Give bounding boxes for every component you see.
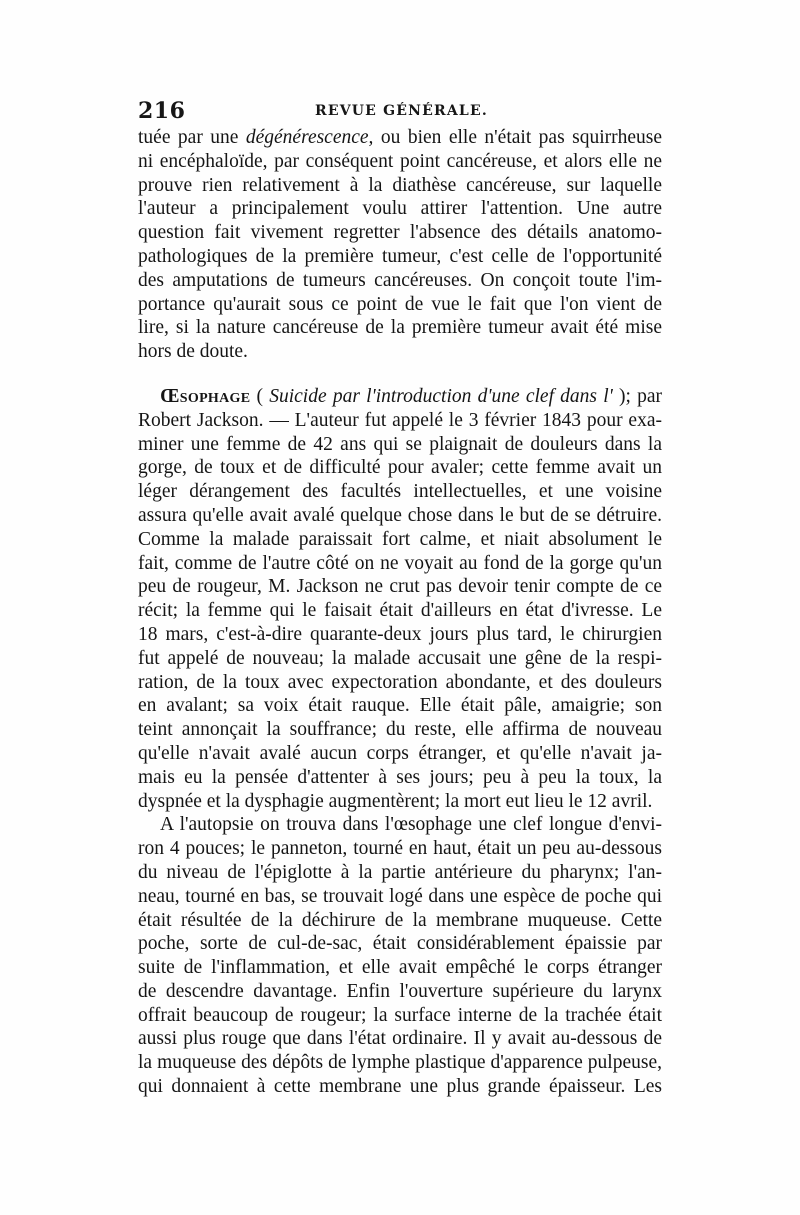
line-text-after: ou bien elle n'était pas squirrheuse — [373, 127, 662, 148]
text-line: la muqueuse des dépôts de lymphe plastique d'apparence pulpeuse, — [138, 1052, 662, 1074]
body-text — [138, 126, 662, 1099]
text-line: teint annonçait la souffrance; du reste, elle affirma de nouveau — [138, 719, 662, 741]
running-title: REVUE GÉNÉRALE. — [315, 103, 488, 119]
text-line: ration, de la toux avec expectoration abondante, et des douleurs — [138, 671, 662, 693]
text-line: dyspnée et la dysphagie augmentèrent; la mort eut lieu le 12 avril. — [138, 790, 653, 812]
text-line — [138, 126, 662, 150]
text-line: peu de rougeur, M. Jackson ne crut pas devoir tenir compte de ce — [138, 576, 662, 598]
text-line: suite de l'inflammation, et elle avait empêché le corps étranger — [138, 957, 662, 979]
text-line: fut appelé de nouveau; la malade accusait une gêne de la respi- — [138, 647, 662, 669]
text-line: hors de doute. — [138, 341, 248, 363]
text-line: poche, sorte de cul-de-sac, était considérablement épaissie par — [138, 933, 662, 955]
text-line: fait, comme de l'autre côté on ne voyait au fond de la gorge qu'un — [138, 552, 662, 574]
running-head — [138, 98, 660, 124]
text-line: qu'elle n'avait avalé aucun corps étranger, et qu'elle n'avait ja- — [138, 742, 662, 764]
text-line: ron 4 pouces; le panneton, tourné en haut, était un peu au-dessous — [138, 838, 662, 860]
italic-term: dégénérescence, — [245, 127, 374, 148]
paragraph-gap — [138, 364, 662, 385]
text-line: prouve rien relativement à la diathèse cancéreuse, sur laquelle — [138, 174, 662, 196]
text-line: l'auteur a principalement voulu attirer l'attention. Une autre — [138, 198, 662, 220]
text-line: question fait vivement regretter l'absence des détails anatomo- — [138, 222, 662, 244]
text-line: miner une femme de 42 ans qui se plaignait de douleurs dans la — [138, 433, 662, 455]
text-line: assura qu'elle avait avalé quelque chose dans le but de se détruire. — [138, 504, 662, 526]
text-line: portance qu'aurait sous ce point de vue le fait que l'on vient de — [138, 293, 662, 315]
text-line: aussi plus rouge que dans l'état ordinaire. Il y avait au-dessous de — [138, 1028, 662, 1050]
section-subtitle: Suicide par l'introduction d'une clef dans l' — [269, 385, 613, 407]
text-line: lire, si la nature cancéreuse de la première tumeur avait été mise — [138, 317, 662, 339]
text-line: qui donnaient à cette membrane une plus grande épaisseur. Les — [138, 1076, 662, 1098]
text-line: du niveau de l'épiglotte à la partie antérieure du pharynx; l'an- — [138, 861, 662, 883]
section-heading: Œsophage — [160, 385, 251, 407]
text-line: gorge, de toux et de difficulté pour avaler; cette femme avait un — [138, 457, 662, 479]
text-line: 18 mars, c'est-à-dire quarante-deux jours plus tard, le chirurgien — [138, 623, 662, 645]
text-line: pathologiques de la première tumeur, c'est celle de l'opportunité — [138, 245, 662, 267]
text-line: A l'autopsie on trouva dans l'œsophage une clef longue d'envi- — [160, 814, 662, 836]
text-line: de descendre davantage. Enfin l'ouverture supérieure du larynx — [138, 980, 662, 1002]
text-line: récit; la femme qui le faisait était d'ailleurs en état d'ivresse. Le — [138, 600, 662, 622]
text-line: Robert Jackson. — L'auteur fut appelé le 3 février 1843 pour exa- — [138, 409, 662, 431]
text-line: léger dérangement des facultés intellectuelles, et une voisine — [138, 481, 662, 503]
text-line: des amputations de tumeurs cancéreuses. On conçoit toute l'im- — [138, 269, 662, 291]
text-line: ni encéphaloïde, par conséquent point cancéreuse, et alors elle ne — [138, 150, 662, 172]
text-line: Comme la malade paraissait fort calme, et niait absolument le — [138, 528, 662, 550]
line-text-before: tuée par une — [138, 127, 246, 148]
text-line: neau, tourné en bas, se trouvait logé dans une espèce de poche qui — [138, 885, 662, 907]
section-heading-line — [138, 385, 662, 409]
subtitle-close: ); par — [612, 385, 662, 407]
text-line: en avalant; sa voix était rauque. Elle était pâle, amaigrie; son — [138, 695, 662, 717]
text-line: offrait beaucoup de rougeur; la surface interne de la trachée était — [138, 1004, 662, 1026]
subtitle-open: ( — [250, 385, 270, 407]
text-line: mais eu la pensée d'attenter à ses jours; peu à peu la toux, la — [138, 766, 662, 788]
page-number: 216 — [138, 98, 186, 124]
text-line: était résultée de la déchirure de la membrane muqueuse. Cette — [138, 909, 662, 931]
